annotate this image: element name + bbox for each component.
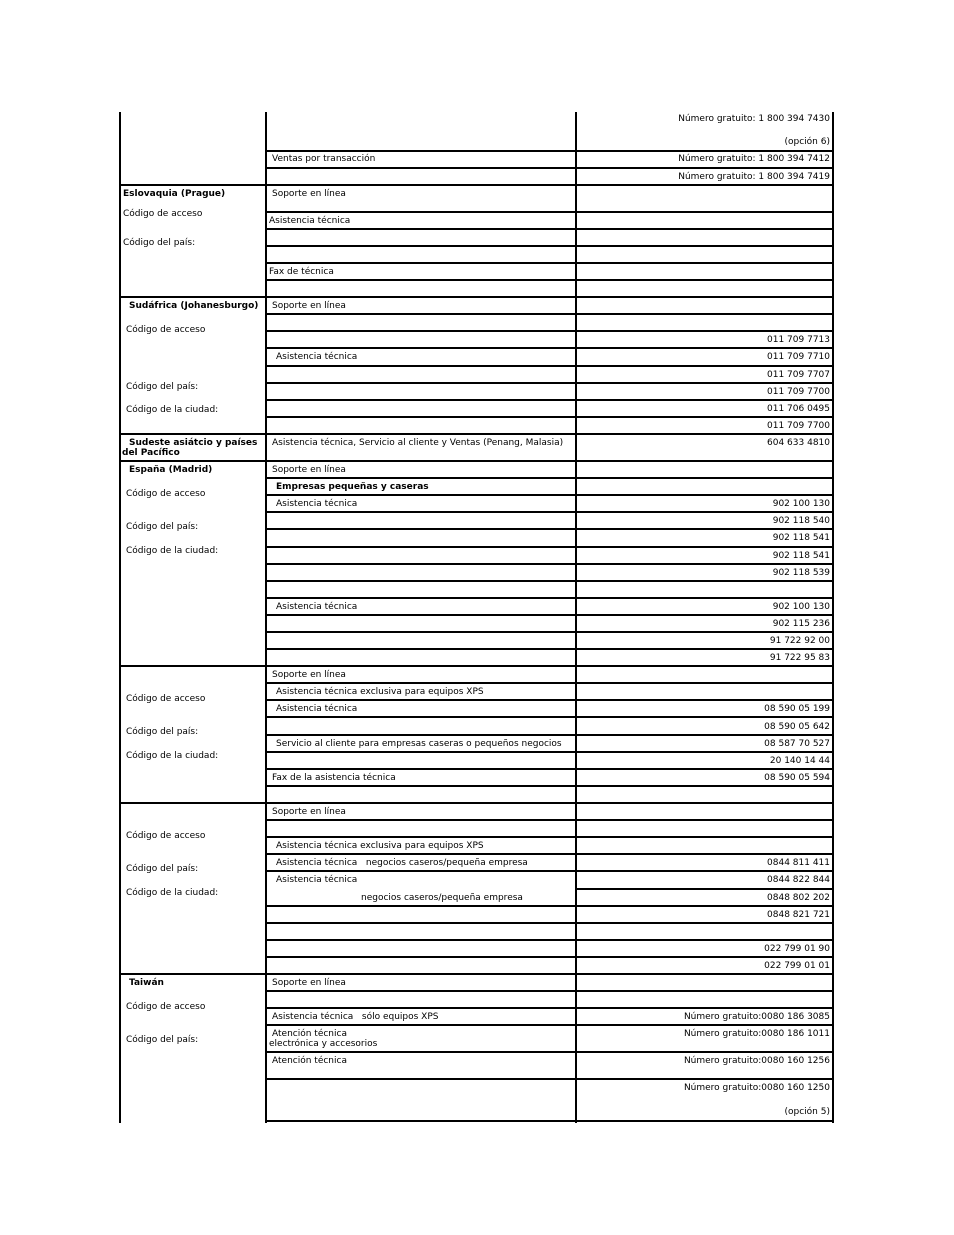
access-code-label: Código de acceso xyxy=(123,209,203,219)
option-note: (opción 5) xyxy=(784,1107,830,1117)
row-divider xyxy=(265,870,834,872)
service-label: Asistencia técnica exclusiva para equipos XPS xyxy=(276,687,484,697)
row-divider xyxy=(265,785,834,787)
section-divider xyxy=(119,802,834,804)
row-divider xyxy=(575,888,834,890)
service-label: Ventas por transacción xyxy=(272,154,376,164)
service-label: Asistencia técnica xyxy=(269,216,351,226)
row-divider xyxy=(265,399,834,401)
row-divider xyxy=(265,853,834,855)
row-divider xyxy=(265,365,834,367)
access-code-label: Código de acceso xyxy=(126,325,206,335)
row-divider xyxy=(265,1051,834,1053)
service-label: Soporte en línea xyxy=(272,978,346,988)
city-code-label: Código de la ciudad: xyxy=(126,751,219,761)
service-label: Asistencia técnica xyxy=(276,704,358,714)
phone-number: 011 709 7700 xyxy=(767,387,830,397)
service-label: Fax de técnica xyxy=(269,267,334,277)
phone-number: 902 118 539 xyxy=(772,568,830,578)
country-code-label: Código del país: xyxy=(123,238,196,248)
row-divider xyxy=(265,416,834,418)
row-divider xyxy=(265,563,834,565)
phone-number: Número gratuito: 1 800 394 7419 xyxy=(678,172,830,182)
row-divider xyxy=(265,990,834,992)
section-divider xyxy=(119,973,834,975)
phone-number: Número gratuito: 1 800 394 7430 xyxy=(678,114,830,124)
row-divider xyxy=(265,1024,834,1026)
row-divider xyxy=(265,716,834,718)
row-divider xyxy=(265,313,834,315)
row-divider xyxy=(265,494,834,496)
row-divider xyxy=(265,922,834,924)
row-divider xyxy=(265,528,834,530)
row-divider xyxy=(265,956,834,958)
phone-number: Número gratuito:0080 160 1250 xyxy=(683,1083,830,1093)
row-divider xyxy=(265,734,834,736)
phone-number: 0848 821 721 xyxy=(767,910,830,920)
option-note: (opción 6) xyxy=(784,137,830,147)
access-code-label: Código de acceso xyxy=(126,1002,206,1012)
phone-number: 91 722 95 83 xyxy=(769,653,830,663)
row-divider xyxy=(265,150,834,152)
service-label: Asistencia técnica xyxy=(276,352,358,362)
city-code-label: Código de la ciudad: xyxy=(126,546,219,556)
row-divider xyxy=(265,382,834,384)
row-divider xyxy=(265,768,834,770)
phone-number: Número gratuito:0080 186 1011 xyxy=(683,1029,830,1039)
phone-number: 604 633 4810 xyxy=(767,438,830,448)
access-code-label: Código de acceso xyxy=(126,831,206,841)
phone-number: 08 587 70 527 xyxy=(764,739,830,749)
city-code-label: Código de la ciudad: xyxy=(126,888,219,898)
table-bottom-border xyxy=(265,1120,834,1122)
service-label: Soporte en línea xyxy=(272,465,346,475)
service-label: Atención técnica xyxy=(272,1029,347,1039)
city-code-label: Código de la ciudad: xyxy=(126,405,219,415)
row-divider xyxy=(265,245,834,247)
section-divider xyxy=(119,433,834,435)
row-divider xyxy=(265,648,834,650)
country-code-label: Código del país: xyxy=(126,727,199,737)
row-divider xyxy=(265,631,834,633)
service-label: Atención técnica xyxy=(272,1056,347,1066)
row-divider xyxy=(265,330,834,332)
phone-number: 902 118 541 xyxy=(772,551,830,561)
service-label: Soporte en línea xyxy=(272,301,346,311)
row-divider xyxy=(265,682,834,684)
row-divider xyxy=(265,580,834,582)
phone-number: 011 709 7713 xyxy=(767,335,830,345)
phone-number: 022 799 01 90 xyxy=(764,944,830,954)
row-divider xyxy=(265,477,834,479)
section-divider xyxy=(119,460,834,462)
access-code-label: Código de acceso xyxy=(126,694,206,704)
country-code-label: Código del país: xyxy=(126,1035,199,1045)
phone-number: 011 709 7700 xyxy=(767,421,830,431)
country-name: España (Madrid) xyxy=(129,465,213,475)
service-label: Asistencia técnica negocios caseros/pequeña empresa xyxy=(276,858,528,868)
phone-number: 902 100 130 xyxy=(772,602,830,612)
service-label: Soporte en línea xyxy=(272,670,346,680)
row-divider xyxy=(265,836,834,838)
phone-number: 08 590 05 642 xyxy=(764,722,830,732)
country-code-label: Código del país: xyxy=(126,522,199,532)
phone-number: 011 709 7710 xyxy=(767,352,830,362)
row-divider xyxy=(265,167,834,169)
service-label: Asistencia técnica, Servicio al cliente y Ventas (Penang, Malasia) xyxy=(272,438,564,448)
country-name: Eslovaquia (Prague) xyxy=(123,189,226,199)
row-divider xyxy=(265,939,834,941)
phone-number: 0848 802 202 xyxy=(767,893,830,903)
phone-number: 902 115 236 xyxy=(772,619,830,629)
service-label: Soporte en línea xyxy=(272,189,346,199)
service-label: Asistencia técnica exclusiva para equipos XPS xyxy=(276,841,484,851)
service-label: Fax de la asistencia técnica xyxy=(272,773,396,783)
service-label: negocios caseros/pequeña empresa xyxy=(361,893,523,903)
country-code-label: Código del país: xyxy=(126,382,199,392)
service-label-line2: electrónica y accesorios xyxy=(269,1039,378,1049)
phone-number: 902 100 130 xyxy=(772,499,830,509)
row-divider xyxy=(265,546,834,548)
phone-number: Número gratuito:0080 186 3085 xyxy=(683,1012,830,1022)
phone-number: 902 118 541 xyxy=(772,533,830,543)
phone-number: 011 706 0495 xyxy=(767,404,830,414)
row-divider xyxy=(265,597,834,599)
phone-number: 08 590 05 594 xyxy=(764,773,830,783)
row-divider xyxy=(265,279,834,281)
service-label: Asistencia técnica xyxy=(276,499,358,509)
phone-number: 08 590 05 199 xyxy=(764,704,830,714)
country-name: Taiwán xyxy=(129,978,164,988)
section-divider xyxy=(119,296,834,298)
row-divider xyxy=(265,751,834,753)
row-divider xyxy=(265,211,834,213)
row-divider xyxy=(265,228,834,230)
section-divider xyxy=(119,665,834,667)
service-label: Asistencia técnica xyxy=(276,875,358,885)
phone-number: Número gratuito:0080 160 1256 xyxy=(683,1056,830,1066)
section-subheading: Empresas pequeñas y caseras xyxy=(276,482,429,492)
phone-number: Número gratuito: 1 800 394 7412 xyxy=(678,154,830,164)
service-label: Asistencia técnica xyxy=(276,602,358,612)
row-divider xyxy=(265,819,834,821)
row-divider xyxy=(265,347,834,349)
phone-number: 022 799 01 01 xyxy=(764,961,830,971)
country-name: Sudáfrica (Johanesburgo) xyxy=(129,301,259,311)
row-divider xyxy=(265,614,834,616)
phone-number: 011 709 7707 xyxy=(767,370,830,380)
country-name: Sudeste asiátcio y países del Pacífico xyxy=(122,438,258,458)
row-divider xyxy=(265,1078,834,1080)
row-divider xyxy=(265,262,834,264)
phone-number: 0844 811 411 xyxy=(767,858,830,868)
row-divider xyxy=(265,905,834,907)
row-divider xyxy=(265,699,834,701)
phone-number: 902 118 540 xyxy=(772,516,830,526)
country-code-label: Código del país: xyxy=(126,864,199,874)
row-divider xyxy=(265,511,834,513)
phone-number: 91 722 92 00 xyxy=(769,636,830,646)
access-code-label: Código de acceso xyxy=(126,489,206,499)
phone-number: 0844 822 844 xyxy=(767,875,830,885)
section-divider xyxy=(119,184,834,186)
row-divider xyxy=(265,1007,834,1009)
phone-number: 20 140 14 44 xyxy=(769,756,830,766)
service-label: Servicio al cliente para empresas caseras o pequeños negocios xyxy=(276,739,562,749)
service-label: Soporte en línea xyxy=(272,807,346,817)
table-left-border xyxy=(119,112,121,1123)
service-label: Asistencia técnica sólo equipos XPS xyxy=(272,1012,439,1022)
